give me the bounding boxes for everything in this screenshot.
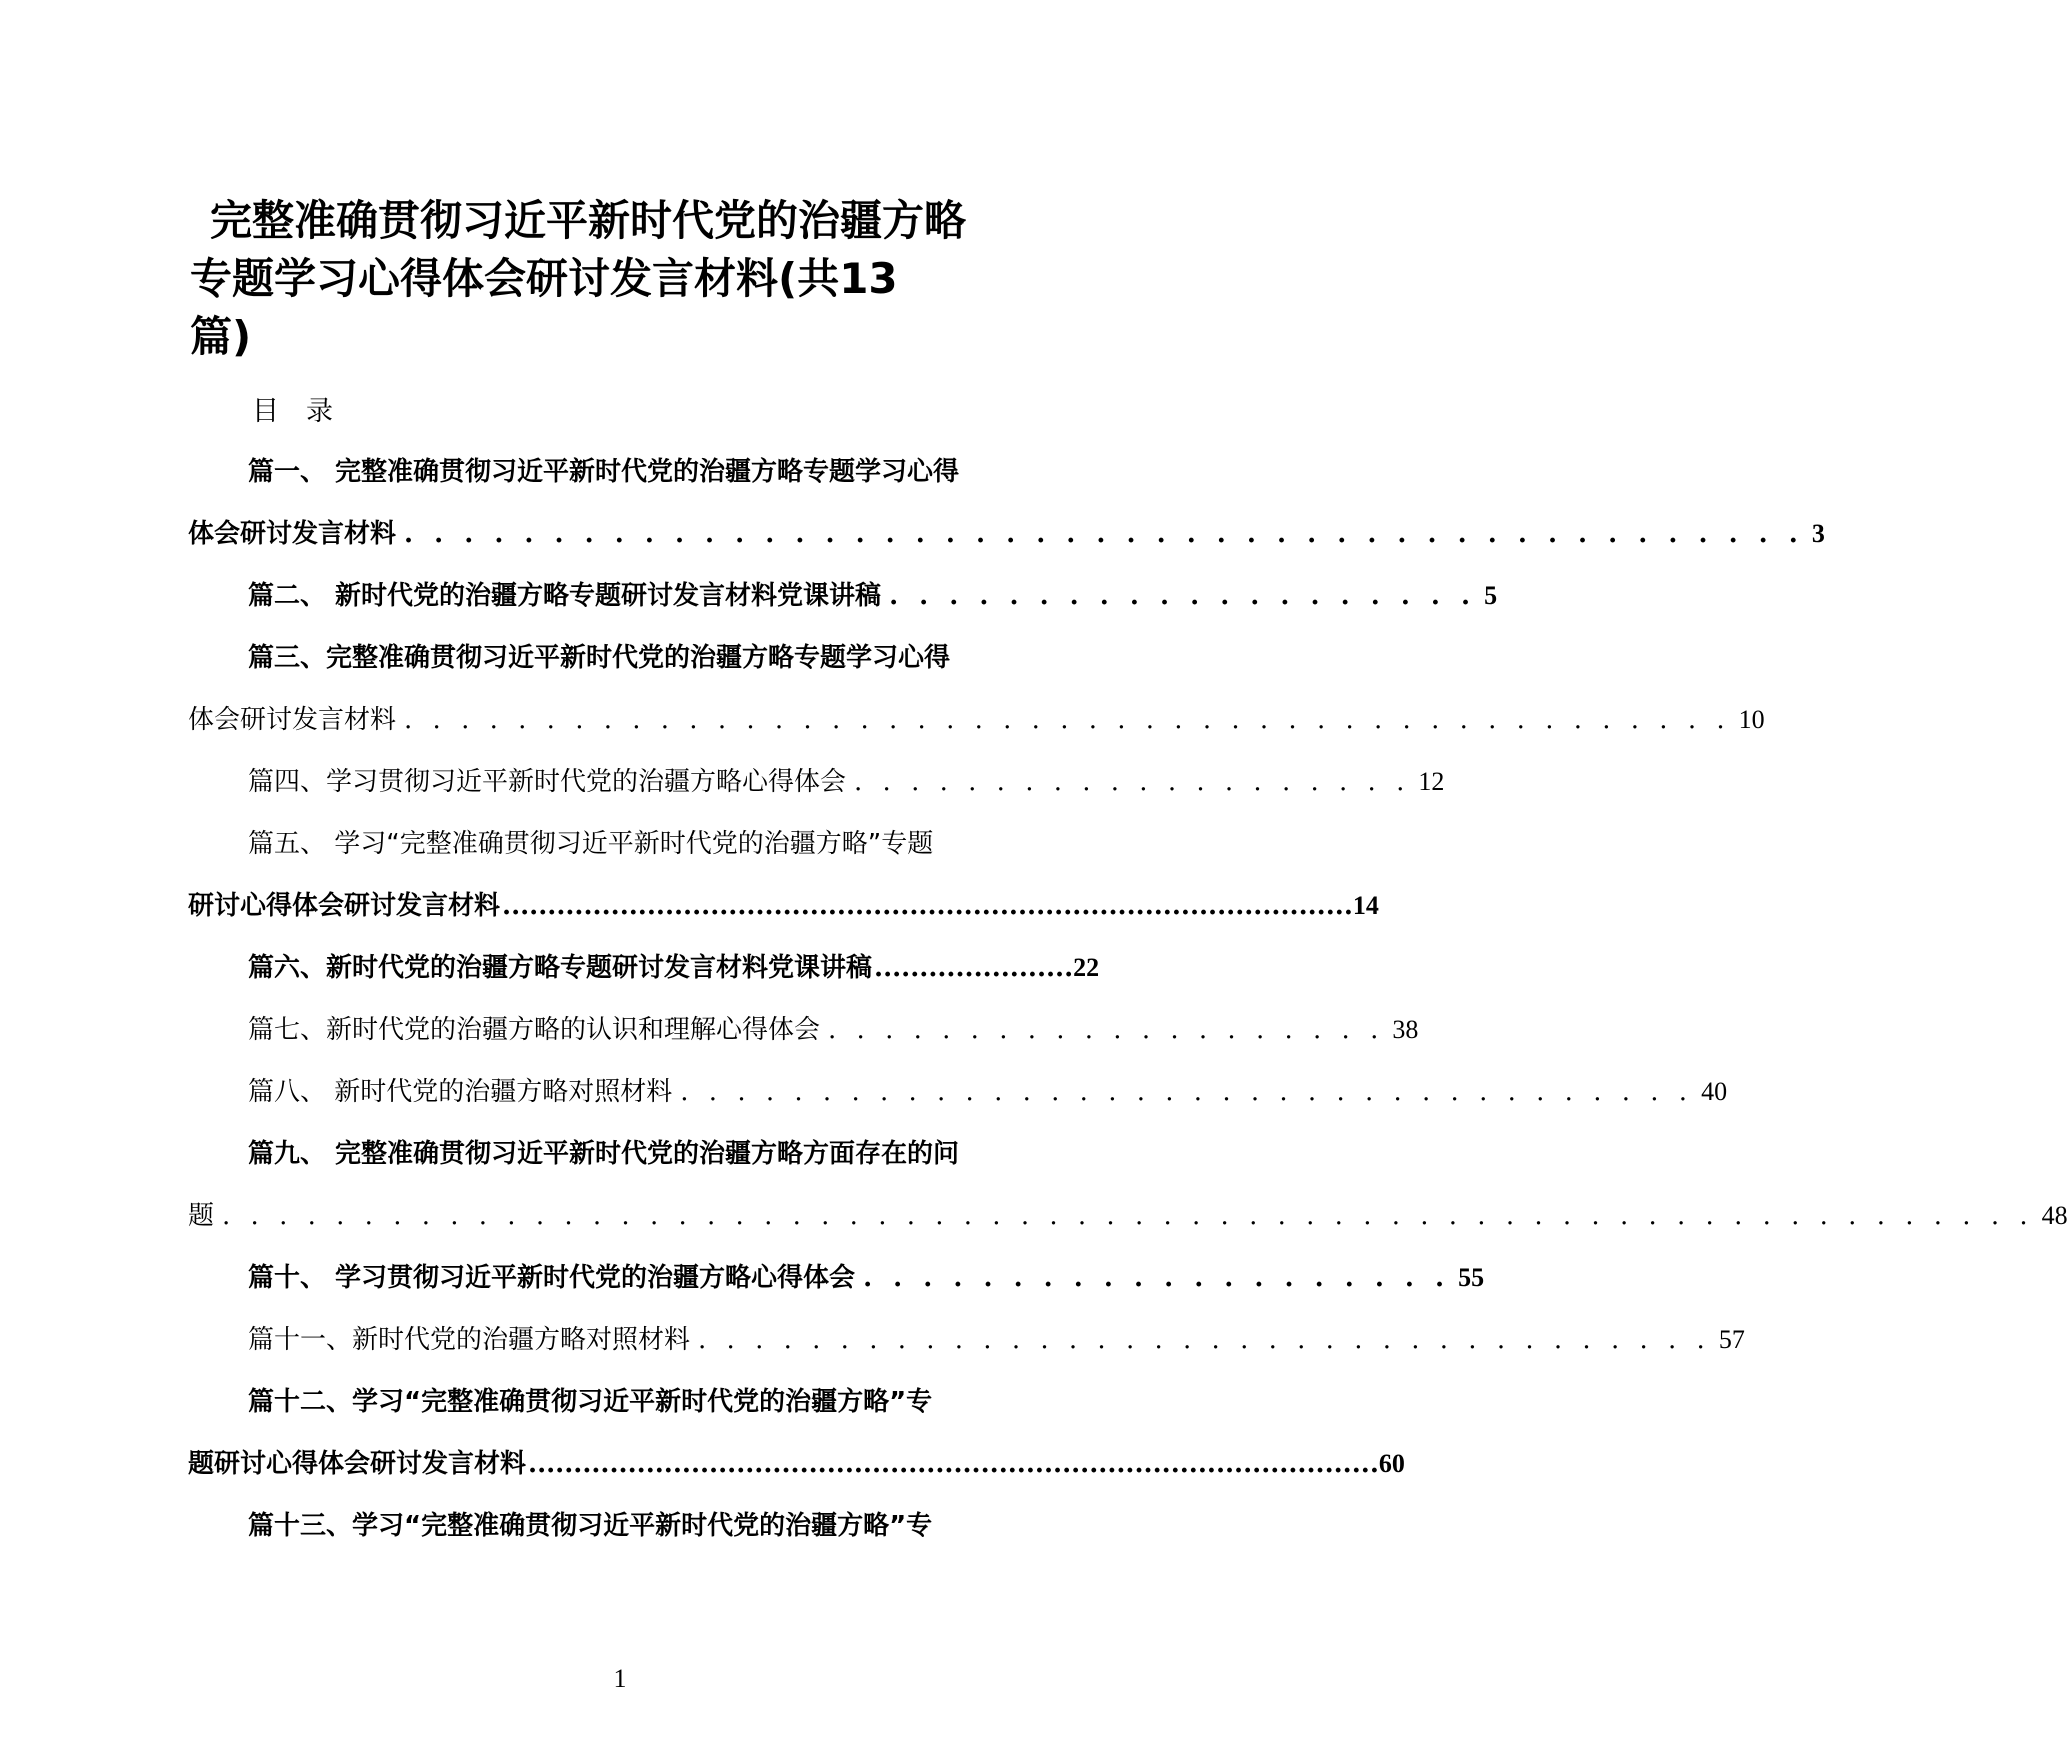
toc-entry-text: 篇十一、新时代党的治疆方略对照材料 <box>248 1325 691 1355</box>
toc-entry-7[interactable] <box>248 1010 1419 1050</box>
toc-entry-5-line-2[interactable] <box>188 886 1379 926</box>
toc-heading: 目 录 <box>252 396 333 427</box>
toc-entry-text: 篇三、完整准确贯彻习近平新时代党的治疆方略专题学习心得 <box>248 643 951 673</box>
toc-entry-text: 篇六、新时代党的治疆方略专题研讨发言材料党课讲稿 <box>248 953 873 983</box>
toc-entry-text: 篇七、新时代党的治疆方略的认识和理解心得体会 <box>248 1015 821 1045</box>
toc-entry-13-line-1[interactable] <box>248 1506 1050 1546</box>
toc-leader-dots: . . . . . . . . . . . . . . . . . . . . . . . . . . . . . . . . . . . . <box>698 1325 1711 1355</box>
toc-page-number: 22 <box>1073 953 1100 982</box>
toc-entry-text: 篇九、 完整准确贯彻习近平新时代党的治疆方略方面存在的问 <box>248 1139 960 1169</box>
toc-page-number: 12 <box>1418 767 1445 796</box>
toc-leader-dots: ...................... <box>874 953 1074 983</box>
toc-leader-dots: .............................................................................................. <box>528 1449 1379 1479</box>
toc-entry-4[interactable] <box>248 762 1445 802</box>
document-title <box>190 192 1050 366</box>
page-number: 1 <box>613 1664 627 1693</box>
toc-entry-1-line-1[interactable] <box>248 452 1050 492</box>
toc-entry-6[interactable] <box>248 948 1100 988</box>
toc-entry-text: 篇十、 学习贯彻习近平新时代党的治疆方略心得体会 <box>248 1263 856 1293</box>
toc-page-number: 60 <box>1378 1449 1405 1478</box>
toc-entry-text: 题研讨心得体会研讨发言材料 <box>188 1449 527 1479</box>
toc-page-number: 14 <box>1352 891 1379 920</box>
toc-entry-12-line-1[interactable] <box>248 1382 1050 1422</box>
toc-entry-text: 研讨心得体会研讨发言材料 <box>188 891 501 921</box>
toc-page-number: 3 <box>1811 519 1825 548</box>
toc-leader-dots: . . . . . . . . . . . . . . . . . . . . <box>828 1015 1385 1045</box>
toc-page-number: 55 <box>1458 1263 1485 1292</box>
toc-entry-text: 体会研讨发言材料 <box>188 519 397 549</box>
toc-entry-text: 篇八、 新时代党的治疆方略对照材料 <box>248 1077 673 1107</box>
toc-page-number: 40 <box>1701 1077 1728 1106</box>
toc-entry-text: 篇一、 完整准确贯彻习近平新时代党的治疆方略专题学习心得 <box>248 457 960 487</box>
toc-entry-text: 篇二、 新时代党的治疆方略专题研讨发言材料党课讲稿 <box>248 581 882 611</box>
toc-entry-9-line-2[interactable] <box>188 1196 2068 1236</box>
title-line-3: 篇) <box>190 312 252 361</box>
toc-entry-text: 篇十二、学习“完整准确贯彻习近平新时代党的治疆方略”专 <box>248 1387 933 1417</box>
toc-entry-1-line-2[interactable] <box>188 514 1825 554</box>
toc-entry-12-line-2[interactable] <box>188 1444 1405 1484</box>
toc-leader-dots: . . . . . . . . . . . . . . . . . . . . <box>889 581 1477 611</box>
title-line-1: 完整准确贯彻习近平新时代党的治疆方略 <box>210 196 967 245</box>
toc-entry-2[interactable] <box>248 576 1498 616</box>
toc-leader-dots: .............................................................................................. <box>502 891 1353 921</box>
toc-entry-text: 题 <box>188 1201 215 1231</box>
toc-entry-3-line-1[interactable] <box>248 638 1050 678</box>
toc-entry-text: 篇五、 学习“完整准确贯彻习近平新时代党的治疆方略”专题 <box>248 829 934 859</box>
title-line-2: 专题学习心得体会研讨发言材料(共13 <box>190 254 898 303</box>
toc-entry-5-line-1[interactable] <box>248 824 1050 864</box>
toc-leader-dots: . . . . . . . . . . . . . . . . . . . . . . . . . . . . . . . . . . . . . . . . . . . . . . . <box>404 519 1804 549</box>
toc-entry-text: 篇四、学习贯彻习近平新时代党的治疆方略心得体会 <box>248 767 847 797</box>
toc-entry-9-line-1[interactable] <box>248 1134 1050 1174</box>
toc-leader-dots: . . . . . . . . . . . . . . . . . . . . . . . . . . . . . . . . . . . . . . . . . . . . . . . <box>404 705 1731 735</box>
toc-entry-text: 体会研讨发言材料 <box>188 705 397 735</box>
toc-leader-dots: . . . . . . . . . . . . . . . . . . . . <box>863 1263 1451 1293</box>
toc-page-number: 38 <box>1392 1015 1419 1044</box>
toc-page-number: 10 <box>1738 705 1765 734</box>
toc-page-number: 48 <box>2041 1201 2068 1230</box>
toc-entry-3-line-2[interactable] <box>188 700 1765 740</box>
toc-leader-dots: . . . . . . . . . . . . . . . . . . . . . . . . . . . . . . . . . . . . <box>680 1077 1694 1107</box>
toc-leader-dots: . . . . . . . . . . . . . . . . . . . . <box>854 767 1411 797</box>
toc-entry-10[interactable] <box>248 1258 1485 1298</box>
toc-leader-dots: . . . . . . . . . . . . . . . . . . . . . . . . . . . . . . . . . . . . . . . . . . . . . . . . . . . . . . . . . . . . . . . . <box>222 1201 2034 1231</box>
toc-entry-text: 篇十三、学习“完整准确贯彻习近平新时代党的治疆方略”专 <box>248 1511 933 1541</box>
toc-page-number: 5 <box>1484 581 1498 610</box>
toc-entry-8[interactable] <box>248 1072 1728 1112</box>
toc-entry-11[interactable] <box>248 1320 1745 1360</box>
toc-page-number: 57 <box>1718 1325 1745 1354</box>
